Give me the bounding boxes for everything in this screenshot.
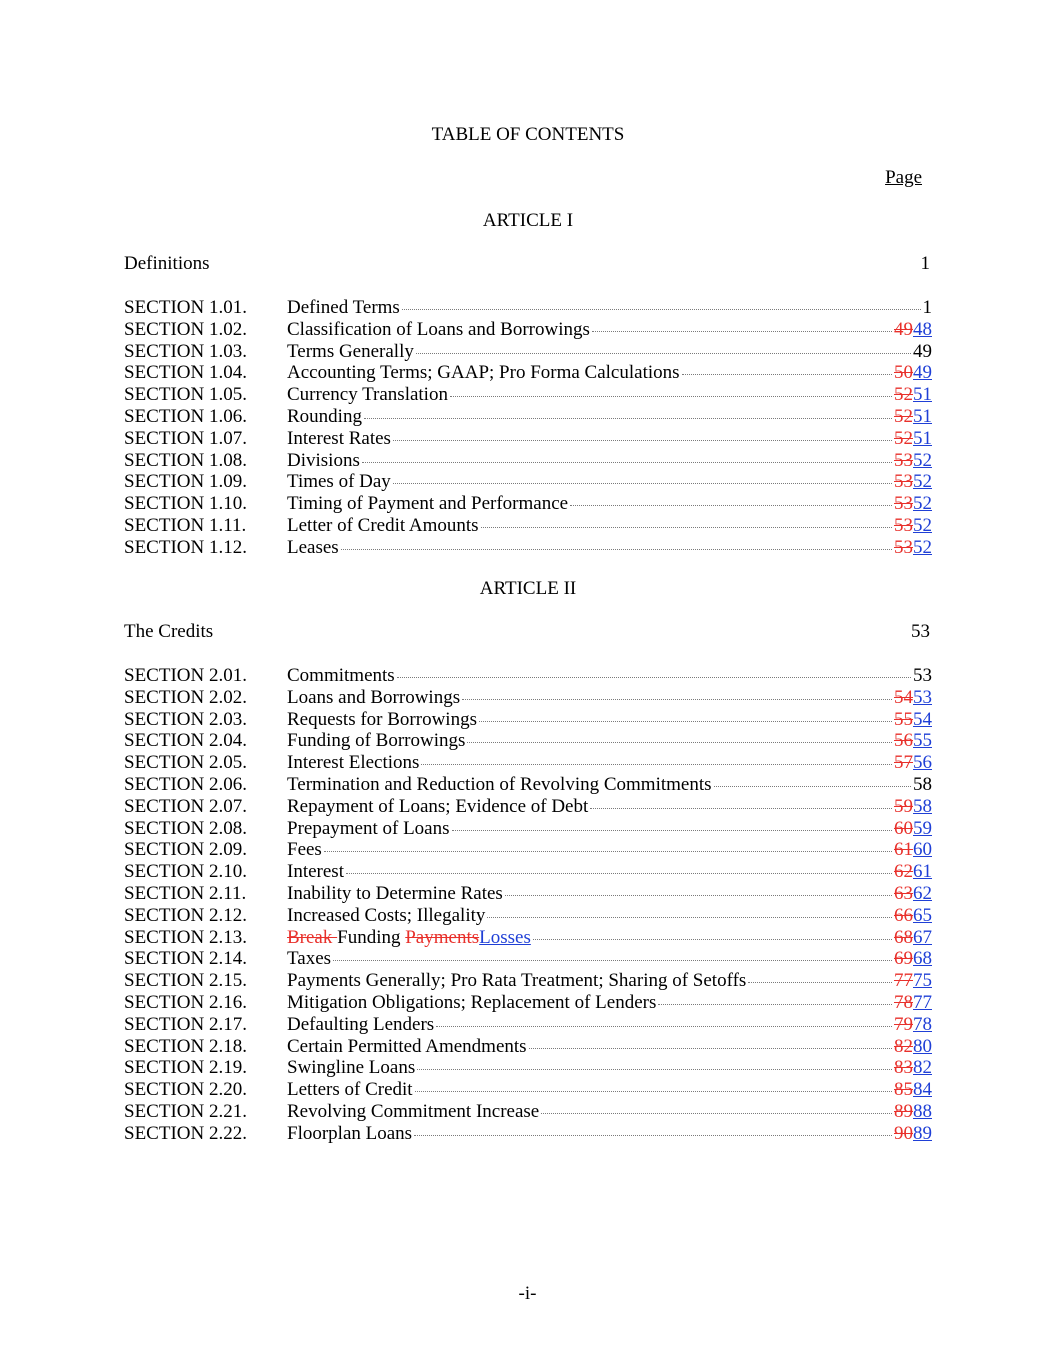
section-title: Accounting Terms; GAAP; Pro Forma Calculations bbox=[287, 362, 680, 384]
section-number: SECTION 1.12. bbox=[124, 536, 247, 558]
article-2-heading-title: The Credits bbox=[124, 621, 214, 642]
section-title: Defaulting Lenders bbox=[287, 1013, 435, 1035]
deleted-page-number: 52 bbox=[894, 427, 913, 449]
section-number: SECTION 2.12. bbox=[124, 904, 247, 926]
section-title: Divisions bbox=[287, 449, 360, 471]
inserted-page-number[interactable]: 52 bbox=[913, 536, 932, 558]
toc-row[interactable] bbox=[124, 1014, 932, 1036]
deleted-text: Payments bbox=[405, 926, 480, 948]
section-number: SECTION 1.08. bbox=[124, 449, 247, 471]
section-page bbox=[894, 818, 932, 840]
inserted-page-number[interactable]: 51 bbox=[913, 384, 932, 406]
section-title: Certain Permitted Amendments bbox=[287, 1035, 527, 1057]
article-2-section-list bbox=[124, 665, 932, 1145]
section-title: Requests for Borrowings bbox=[287, 708, 477, 730]
deleted-page-number: 78 bbox=[894, 991, 913, 1013]
deleted-page-number: 63 bbox=[894, 882, 913, 904]
inserted-page-number[interactable]: 51 bbox=[913, 405, 932, 427]
section-number: SECTION 2.19. bbox=[124, 1057, 247, 1079]
section-title: Repayment of Loans; Evidence of Debt bbox=[287, 795, 589, 817]
section-title: Classification of Loans and Borrowings bbox=[287, 318, 590, 340]
section-page bbox=[894, 709, 932, 731]
section-page bbox=[894, 1014, 932, 1036]
section-page bbox=[894, 1057, 932, 1079]
toc-row[interactable] bbox=[124, 818, 932, 840]
inserted-page-number[interactable]: 52 bbox=[913, 471, 932, 493]
toc-row[interactable] bbox=[124, 839, 932, 861]
article-1-heading bbox=[124, 253, 932, 275]
deleted-page-number: 52 bbox=[894, 384, 913, 406]
toc-row[interactable] bbox=[124, 861, 932, 883]
inserted-page-number[interactable]: 49 bbox=[913, 362, 932, 384]
section-page bbox=[894, 1036, 932, 1058]
deleted-page-number: 50 bbox=[894, 362, 913, 384]
page-column-label: Page bbox=[885, 167, 922, 188]
dot-leader bbox=[324, 851, 892, 852]
inserted-page-number[interactable]: 52 bbox=[913, 449, 932, 471]
section-number: SECTION 1.09. bbox=[124, 471, 247, 493]
section-number: SECTION 2.13. bbox=[124, 926, 247, 948]
dot-leader bbox=[487, 917, 892, 918]
toc-row[interactable] bbox=[124, 319, 932, 341]
section-number: SECTION 2.16. bbox=[124, 991, 247, 1013]
dot-leader bbox=[452, 830, 892, 831]
section-title: Timing of Payment and Performance bbox=[287, 493, 569, 515]
section-page bbox=[894, 428, 932, 450]
toc-row[interactable] bbox=[124, 927, 932, 949]
section-page bbox=[894, 839, 932, 861]
section-page bbox=[894, 687, 932, 709]
dot-leader bbox=[416, 353, 911, 354]
toc-row[interactable] bbox=[124, 948, 932, 970]
section-title: Termination and Reduction of Revolving Commitments bbox=[287, 773, 712, 795]
toc-row[interactable] bbox=[124, 730, 932, 752]
section-title: Letters of Credit bbox=[287, 1079, 413, 1101]
deleted-page-number: 83 bbox=[894, 1057, 913, 1079]
section-page bbox=[894, 796, 932, 818]
dot-leader bbox=[333, 960, 892, 961]
section-number: SECTION 2.14. bbox=[124, 948, 247, 970]
dot-leader bbox=[393, 483, 892, 484]
dot-leader bbox=[436, 1026, 892, 1027]
section-number: SECTION 2.20. bbox=[124, 1079, 247, 1101]
inserted-page-number[interactable]: 89 bbox=[913, 1122, 932, 1144]
section-title: Mitigation Obligations; Replacement of Lenders bbox=[287, 991, 657, 1013]
toc-row[interactable] bbox=[124, 1079, 932, 1101]
deleted-page-number: 90 bbox=[894, 1122, 913, 1144]
section-title: Payments Generally; Pro Rata Treatment; Sharing of Setoffs bbox=[287, 970, 747, 992]
toc-row[interactable] bbox=[124, 905, 932, 927]
deleted-page-number: 82 bbox=[894, 1035, 913, 1057]
deleted-page-number: 89 bbox=[894, 1100, 913, 1122]
dot-leader bbox=[570, 505, 892, 506]
dot-leader bbox=[397, 677, 911, 678]
section-page bbox=[894, 883, 932, 905]
deleted-page-number: 56 bbox=[894, 730, 913, 752]
section-number: SECTION 1.03. bbox=[124, 340, 247, 362]
dot-leader bbox=[590, 808, 892, 809]
section-title: Interest Elections bbox=[287, 752, 420, 774]
inserted-page-number[interactable]: 61 bbox=[913, 861, 932, 883]
toc-row[interactable] bbox=[124, 665, 932, 687]
section-title: Loans and Borrowings bbox=[287, 686, 461, 708]
dot-leader bbox=[541, 1113, 892, 1114]
section-number: SECTION 2.03. bbox=[124, 708, 247, 730]
section-number: SECTION 2.02. bbox=[124, 686, 247, 708]
deleted-page-number: 53 bbox=[894, 493, 913, 515]
section-number: SECTION 2.17. bbox=[124, 1013, 247, 1035]
section-number: SECTION 1.02. bbox=[124, 318, 247, 340]
inserted-page-number[interactable]: 62 bbox=[913, 882, 932, 904]
inserted-page-number[interactable]: 52 bbox=[913, 514, 932, 536]
section-number: SECTION 2.21. bbox=[124, 1100, 247, 1122]
section-page bbox=[894, 1101, 932, 1123]
deleted-page-number: 52 bbox=[894, 405, 913, 427]
section-number: SECTION 2.01. bbox=[124, 665, 247, 686]
inserted-page-number[interactable]: 68 bbox=[913, 948, 932, 970]
toc-row[interactable] bbox=[124, 709, 932, 731]
section-number: SECTION 1.07. bbox=[124, 427, 247, 449]
section-page bbox=[894, 450, 932, 472]
dot-leader bbox=[417, 1069, 892, 1070]
section-title: Fees bbox=[287, 839, 322, 861]
deleted-page-number: 55 bbox=[894, 708, 913, 730]
deleted-page-number: 60 bbox=[894, 817, 913, 839]
dot-leader bbox=[414, 1135, 892, 1136]
inserted-page-number[interactable]: 58 bbox=[913, 795, 932, 817]
section-number: SECTION 2.18. bbox=[124, 1035, 247, 1057]
section-title: Interest Rates bbox=[287, 427, 391, 449]
section-number: SECTION 2.22. bbox=[124, 1122, 247, 1144]
deleted-page-number: 77 bbox=[894, 970, 913, 992]
dot-leader bbox=[462, 699, 892, 700]
dot-leader bbox=[467, 742, 892, 743]
deleted-page-number: 49 bbox=[894, 318, 913, 340]
section-title: Times of Day bbox=[287, 471, 391, 493]
toc-row[interactable] bbox=[124, 796, 932, 818]
dot-leader bbox=[481, 527, 892, 528]
toc-row[interactable] bbox=[124, 515, 932, 537]
toc-row[interactable] bbox=[124, 1036, 932, 1058]
deleted-page-number: 53 bbox=[894, 471, 913, 493]
page-title: TABLE OF CONTENTS bbox=[431, 124, 625, 145]
section-title: Taxes bbox=[287, 948, 332, 970]
section-number: SECTION 1.06. bbox=[124, 405, 247, 427]
dot-leader bbox=[341, 549, 892, 550]
dot-leader bbox=[682, 374, 892, 375]
inserted-page-number[interactable]: 82 bbox=[913, 1057, 932, 1079]
dot-leader bbox=[346, 873, 892, 874]
inserted-page-number[interactable]: 52 bbox=[913, 493, 932, 515]
deleted-page-number: 54 bbox=[894, 686, 913, 708]
section-page bbox=[894, 319, 932, 341]
article-2-heading-page: 53 bbox=[911, 621, 930, 642]
deleted-page-number: 62 bbox=[894, 861, 913, 883]
section-title: Rounding bbox=[287, 405, 362, 427]
section-page: 53 bbox=[913, 665, 932, 686]
section-number: SECTION 2.10. bbox=[124, 861, 247, 883]
toc-row[interactable] bbox=[124, 687, 932, 709]
dot-leader bbox=[714, 786, 911, 787]
section-number: SECTION 2.11. bbox=[124, 882, 247, 904]
section-page bbox=[894, 970, 932, 992]
inserted-page-number[interactable]: 51 bbox=[913, 427, 932, 449]
dot-leader bbox=[402, 309, 921, 310]
section-page bbox=[894, 406, 932, 428]
dot-leader bbox=[592, 331, 892, 332]
dot-leader bbox=[415, 1091, 892, 1092]
dot-leader bbox=[533, 939, 892, 940]
section-page: 1 bbox=[922, 297, 932, 318]
section-page bbox=[894, 515, 932, 537]
toc-row[interactable] bbox=[124, 1057, 932, 1079]
toc-row[interactable] bbox=[124, 362, 932, 384]
inserted-page-number[interactable]: 78 bbox=[913, 1013, 932, 1035]
deleted-page-number: 53 bbox=[894, 514, 913, 536]
section-title: Inability to Determine Rates bbox=[287, 882, 503, 904]
section-page bbox=[894, 927, 932, 949]
toc-row[interactable] bbox=[124, 471, 932, 493]
inserted-page-number[interactable]: 88 bbox=[913, 1100, 932, 1122]
inserted-page-number[interactable]: 77 bbox=[913, 991, 932, 1013]
deleted-page-number: 69 bbox=[894, 948, 913, 970]
section-title: Terms Generally bbox=[287, 340, 414, 362]
deleted-page-number: 53 bbox=[894, 536, 913, 558]
toc-row[interactable] bbox=[124, 1123, 932, 1145]
deleted-text: Break bbox=[287, 926, 338, 948]
toc-row[interactable] bbox=[124, 341, 932, 363]
section-page: 58 bbox=[913, 773, 932, 795]
title-text: Funding bbox=[337, 926, 406, 948]
dot-leader bbox=[529, 1048, 892, 1049]
article-1-heading-page: 1 bbox=[920, 253, 930, 274]
inserted-page-number[interactable]: 56 bbox=[913, 752, 932, 774]
toc-row[interactable] bbox=[124, 970, 932, 992]
dot-leader bbox=[450, 396, 892, 397]
section-number: SECTION 2.05. bbox=[124, 752, 247, 774]
inserted-page-number[interactable]: 84 bbox=[913, 1079, 932, 1101]
dot-leader bbox=[362, 462, 892, 463]
section-title: Interest bbox=[287, 861, 344, 883]
section-page bbox=[894, 1123, 932, 1145]
section-number: SECTION 2.15. bbox=[124, 970, 247, 992]
toc-row[interactable] bbox=[124, 297, 932, 319]
deleted-page-number: 59 bbox=[894, 795, 913, 817]
toc-row[interactable] bbox=[124, 493, 932, 515]
toc-row[interactable] bbox=[124, 384, 932, 406]
deleted-page-number: 79 bbox=[894, 1013, 913, 1035]
toc-row[interactable] bbox=[124, 992, 932, 1014]
section-number: SECTION 1.01. bbox=[124, 297, 247, 318]
inserted-page-number[interactable]: 55 bbox=[913, 730, 932, 752]
page-number-footer: -i- bbox=[518, 1283, 537, 1304]
inserted-page-number[interactable]: 48 bbox=[913, 318, 932, 340]
toc-row[interactable] bbox=[124, 406, 932, 428]
section-title: Currency Translation bbox=[287, 384, 448, 406]
inserted-page-number[interactable]: 59 bbox=[913, 817, 932, 839]
section-page bbox=[894, 905, 932, 927]
section-number: SECTION 1.11. bbox=[124, 514, 247, 536]
inserted-page-number[interactable]: 53 bbox=[913, 686, 932, 708]
dot-leader bbox=[393, 440, 892, 441]
inserted-page-number[interactable]: 80 bbox=[913, 1035, 932, 1057]
article-1-heading-title: Definitions bbox=[124, 253, 210, 274]
deleted-page-number: 57 bbox=[894, 752, 913, 774]
article-1-label: ARTICLE I bbox=[482, 210, 574, 231]
section-page bbox=[894, 471, 932, 493]
section-page bbox=[894, 992, 932, 1014]
section-number: SECTION 2.08. bbox=[124, 817, 247, 839]
toc-row[interactable] bbox=[124, 450, 932, 472]
section-title: Increased Costs; Illegality bbox=[287, 904, 486, 926]
section-number: SECTION 1.04. bbox=[124, 362, 247, 384]
section-title: Funding of Borrowings bbox=[287, 730, 466, 752]
toc-row[interactable] bbox=[124, 883, 932, 905]
section-title: Floorplan Loans bbox=[287, 1122, 413, 1144]
section-page bbox=[894, 730, 932, 752]
inserted-text: Losses bbox=[479, 926, 531, 948]
section-number: SECTION 1.05. bbox=[124, 384, 247, 406]
toc-row[interactable] bbox=[124, 752, 932, 774]
deleted-page-number: 61 bbox=[894, 839, 913, 861]
dot-leader bbox=[658, 1004, 892, 1005]
inserted-page-number[interactable]: 60 bbox=[913, 839, 932, 861]
section-title: Leases bbox=[287, 536, 339, 558]
section-number: SECTION 1.10. bbox=[124, 493, 247, 515]
section-number: SECTION 2.09. bbox=[124, 839, 247, 861]
section-title: Revolving Commitment Increase bbox=[287, 1100, 540, 1122]
inserted-page-number[interactable]: 54 bbox=[913, 708, 932, 730]
section-number: SECTION 2.07. bbox=[124, 795, 247, 817]
deleted-page-number: 66 bbox=[894, 904, 913, 926]
deleted-page-number: 53 bbox=[894, 449, 913, 471]
section-page: 49 bbox=[913, 340, 932, 362]
dot-leader bbox=[364, 418, 892, 419]
section-title: Swingline Loans bbox=[287, 1057, 416, 1079]
section-title: Letter of Credit Amounts bbox=[287, 514, 479, 536]
inserted-page-number[interactable]: 75 bbox=[913, 970, 932, 992]
dot-leader bbox=[421, 764, 892, 765]
section-page bbox=[894, 752, 932, 774]
article-2-heading bbox=[124, 621, 932, 643]
toc-row[interactable] bbox=[124, 774, 932, 796]
dot-leader bbox=[748, 982, 892, 983]
deleted-page-number: 85 bbox=[894, 1079, 913, 1101]
section-number: SECTION 2.04. bbox=[124, 730, 247, 752]
dot-leader bbox=[479, 721, 892, 722]
section-page bbox=[894, 537, 932, 559]
inserted-page-number[interactable]: 65 bbox=[913, 904, 932, 926]
toc-row[interactable] bbox=[124, 428, 932, 450]
section-page bbox=[894, 384, 932, 406]
toc-row[interactable] bbox=[124, 537, 932, 559]
section-title: Defined Terms bbox=[287, 297, 400, 318]
section-page bbox=[894, 1079, 932, 1101]
deleted-page-number: 68 bbox=[894, 926, 913, 948]
section-title: Commitments bbox=[287, 665, 395, 686]
section-page bbox=[894, 362, 932, 384]
dot-leader bbox=[505, 895, 892, 896]
inserted-page-number[interactable]: 67 bbox=[913, 926, 932, 948]
section-page bbox=[894, 948, 932, 970]
article-1-section-list bbox=[124, 297, 932, 559]
section-page bbox=[894, 861, 932, 883]
section-page bbox=[894, 493, 932, 515]
toc-row[interactable] bbox=[124, 1101, 932, 1123]
section-title: Prepayment of Loans bbox=[287, 817, 450, 839]
article-2-label: ARTICLE II bbox=[479, 578, 577, 599]
section-number: SECTION 2.06. bbox=[124, 773, 247, 795]
section-title bbox=[287, 927, 531, 949]
